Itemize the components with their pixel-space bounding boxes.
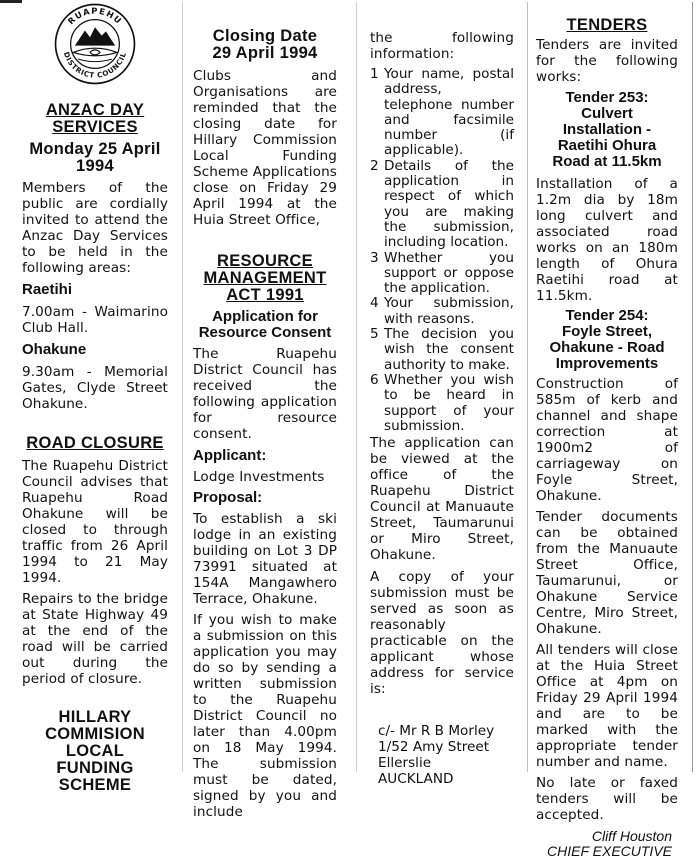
column-divider — [356, 2, 357, 772]
proposal-label: Proposal: — [193, 489, 263, 506]
list-item: 3 Whether you support or oppose the application. — [370, 249, 514, 297]
road-repairs-text: Repairs to the bridge at State Highway 49 at the end of the road will be carried out during the period of closure. — [22, 591, 168, 687]
tender-254-text: Construction of 585m of kerb and channel and shape correction at 1900m2 of carriageway on Foyle Street, Ohakune. — [536, 376, 678, 504]
submission-requirements-list — [370, 67, 514, 434]
svg-text:RUAPEHU — [66, 6, 125, 27]
tender-254-heading: Tender 254: Foyle Street, Ohakune - Road Improvements — [549, 307, 665, 372]
copy-text: A copy of your submission must be served as soon as reasonably practicable on the applicant whose address for service is: — [370, 569, 514, 698]
column-divider — [527, 2, 528, 772]
column-divider — [692, 2, 693, 772]
anzac-intro: Members of the public are cordially invited to attend the Anzac Day Services to be held in the following areas: — [22, 180, 168, 276]
list-item: 4 Your submission, with reasons. — [370, 295, 514, 327]
tender-close-text: All tenders will close at the Huia Street Office at 4pm on Friday 29 April 1994 and are to be marked with the appropriate tender number and name. — [536, 642, 678, 770]
signatory-title: CHIEF EXECUTIVE — [547, 843, 672, 859]
ohakune-label: Ohakune — [22, 341, 87, 358]
anzac-heading: ANZAC DAY SERVICES — [45, 101, 145, 136]
rma-heading: RESOURCE MANAGEMENT ACT 1991 — [203, 252, 327, 304]
road-closure-text: The Ruapehu District Council advises that Ruapehu Road Ohakune will be closed to through traffic from 26 April 1994 to 21 May 1994. — [22, 458, 168, 586]
tender-253-heading: Tender 253: Culvert Installation - Raetihi Ohura Road at 11.5km — [552, 89, 662, 170]
viewing-text: The application can be viewed at the office of the Ruapehu District Council at Manuaute Street, Taumarunui or Miro Street, Ohakune. — [370, 435, 514, 564]
applicant-address: c/- Mr R B Morley 1/52 Amy Street Ellerslie AUCKLAND — [378, 723, 495, 788]
applicant-value: Lodge Investments — [193, 469, 325, 485]
late-tenders-text: No late or faxed tenders will be accepted. — [536, 775, 678, 823]
district-council-seal-icon — [53, 2, 137, 86]
hillary-heading: HILLARY COMMISION LOCAL FUNDING SCHEME — [45, 708, 145, 794]
tender-documents-text: Tender documents can be obtained from the Manuaute Street Office, Taumarunui, or Ohakune Service Centre, Miro Street, Ohakune. — [536, 509, 678, 637]
continued-text: the following information: — [370, 30, 514, 62]
column-divider — [182, 2, 183, 772]
road-closure-heading: ROAD CLOSURE — [26, 434, 164, 452]
seal-bottom-text: DISTRICT COUNCIL — [61, 50, 129, 80]
signature-block — [536, 829, 678, 859]
applicant-label: Applicant: — [193, 447, 267, 464]
tenders-intro: Tenders are invited for the following works: — [536, 37, 678, 85]
column-3 — [370, 0, 514, 787]
proposal-text: To establish a ski lodge in an existing building on Lot 3 DP 73991 situated at 154A Mangawhero Terrace, Ohakune. — [193, 511, 337, 607]
closing-date-text: Clubs and Organisations are reminded that the closing date for Hillary Commission Local Funding Scheme Applications close on Friday 29 April 1994 at the Huia Street Office, — [193, 68, 337, 228]
application-text: The Ruapehu District Council has received the following application for resource consent. — [193, 346, 337, 442]
list-item: 1 Your name, postal address, telephone number and facsimile number (if applicable). — [370, 66, 514, 159]
raetihi-label: Raetihi — [22, 281, 73, 298]
list-item: 5 The decision you wish the consent authority to make. — [370, 326, 514, 373]
raetihi-text: 7.00am - Waimarino Club Hall. — [22, 304, 168, 336]
column-4 — [536, 0, 678, 859]
column-1 — [22, 0, 168, 794]
ohakune-text: 9.30am - Memorial Gates, Clyde Street Ohakune. — [22, 364, 168, 412]
signatory-name: Cliff Houston — [591, 828, 672, 844]
list-item: 6 Whether you wish to be heard in support of your submission. — [370, 371, 514, 434]
list-item: 2 Details of the application in respect of which you are making the submission, including location. — [370, 157, 514, 251]
submission-text: If you wish to make a submission on this application you may do so by sending a written submission to the Ruapehu District Council no later than 4.00pm on 18 May 1994. The submission must be dated, signed by you and include — [193, 612, 337, 820]
column-2 — [193, 0, 337, 820]
application-heading: Application for Resource Consent — [198, 308, 332, 341]
anzac-date: Monday 25 April 1994 — [29, 140, 161, 175]
closing-date-heading: Closing Date 29 April 1994 — [212, 27, 318, 62]
seal-top-text: RUAPEHU — [65, 5, 125, 27]
tenders-heading: TENDERS — [566, 16, 648, 34]
tender-253-text: Installation of a 1.2m dia by 18m long culvert and associated road works on an 180m length of Ohura Raetihi road at 11.5km. — [536, 176, 678, 304]
top-rule — [0, 0, 22, 3]
